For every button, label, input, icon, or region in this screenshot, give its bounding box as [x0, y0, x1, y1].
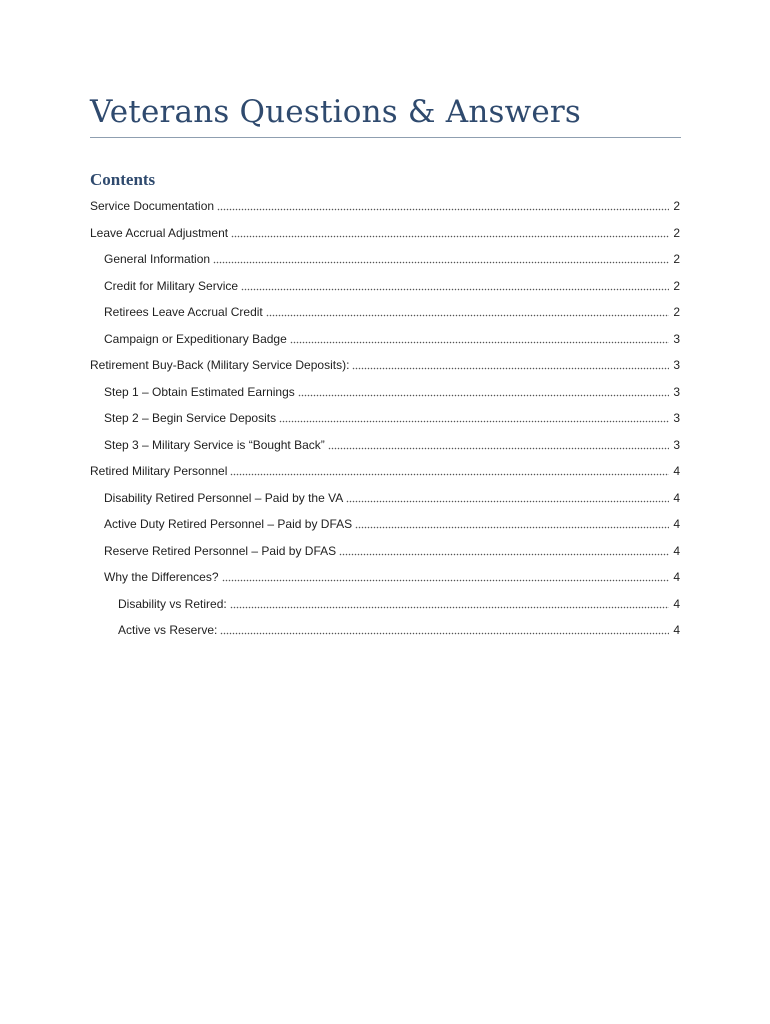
toc-page-number: 4	[673, 490, 680, 505]
toc-dot-leader	[266, 306, 669, 318]
toc-entry-label: Step 2 – Begin Service Deposits	[104, 411, 277, 426]
toc-dot-leader	[217, 200, 669, 212]
toc-dot-leader	[241, 280, 669, 292]
toc-page-number: 3	[673, 331, 680, 346]
toc-entry[interactable]	[90, 193, 680, 220]
toc-entry-label: Retirees Leave Accrual Credit	[104, 305, 263, 320]
toc-entry-label: Retirement Buy-Back (Military Service Deposits):	[90, 358, 350, 373]
toc-dot-leader	[339, 545, 669, 557]
toc-page-number: 3	[673, 384, 680, 399]
toc-entry[interactable]	[90, 617, 680, 644]
toc-page-number: 4	[673, 517, 680, 532]
toc-entry-label: Disability Retired Personnel – Paid by the VA	[104, 490, 344, 505]
toc-entry[interactable]	[90, 458, 680, 485]
toc-entry-label: General Information	[104, 252, 211, 267]
toc-page-number: 3	[673, 358, 680, 373]
toc-entry[interactable]	[90, 379, 680, 406]
toc-entry-label: Reserve Retired Personnel – Paid by DFAS	[104, 543, 337, 558]
toc-page-number: 2	[673, 225, 680, 240]
toc-entry-label: Why the Differences?	[104, 570, 219, 585]
toc-dot-leader	[230, 598, 669, 610]
toc-page-number: 4	[673, 623, 680, 638]
toc-page-number: 4	[673, 543, 680, 558]
toc-entry[interactable]	[90, 273, 680, 300]
toc-entry-label: Retired Military Personnel	[90, 464, 228, 479]
toc-page-number: 4	[673, 596, 680, 611]
toc-entry[interactable]	[90, 326, 680, 353]
toc-entry-label: Active vs Reserve:	[118, 623, 218, 638]
toc-dot-leader	[220, 624, 669, 636]
toc-dot-leader	[328, 439, 669, 451]
toc-entry[interactable]	[90, 511, 680, 538]
toc-entry[interactable]	[90, 352, 680, 379]
toc-page-number: 2	[673, 305, 680, 320]
toc-entry[interactable]	[90, 246, 680, 273]
toc-entry[interactable]	[90, 485, 680, 512]
toc-page-number: 2	[673, 278, 680, 293]
toc-dot-leader	[290, 333, 669, 345]
title-divider	[90, 137, 681, 138]
toc-page-number: 3	[673, 437, 680, 452]
toc-entry[interactable]	[90, 591, 680, 618]
toc-entry[interactable]	[90, 538, 680, 565]
toc-entry-label: Step 3 – Military Service is “Bought Back”	[104, 437, 325, 452]
toc-entry[interactable]	[90, 564, 680, 591]
toc-dot-leader	[213, 253, 669, 265]
table-of-contents	[90, 193, 680, 644]
toc-page-number: 2	[673, 252, 680, 267]
toc-entry-label: Campaign or Expeditionary Badge	[104, 331, 287, 346]
toc-dot-leader	[355, 518, 669, 530]
toc-heading: Contents	[90, 170, 156, 189]
toc-dot-leader	[222, 571, 670, 583]
document-title: Veterans Questions & Answers	[90, 94, 582, 130]
toc-page-number: 4	[673, 570, 680, 585]
toc-entry-label: Disability vs Retired:	[118, 596, 227, 611]
toc-entry[interactable]	[90, 432, 680, 459]
toc-entry[interactable]	[90, 220, 680, 247]
toc-entry[interactable]	[90, 299, 680, 326]
toc-dot-leader	[298, 386, 669, 398]
toc-dot-leader	[352, 359, 669, 371]
toc-dot-leader	[231, 227, 669, 239]
toc-entry-label: Leave Accrual Adjustment	[90, 225, 229, 240]
toc-page-number: 2	[673, 199, 680, 214]
toc-dot-leader	[279, 412, 669, 424]
toc-dot-leader	[346, 492, 669, 504]
toc-page-number: 4	[673, 464, 680, 479]
toc-entry[interactable]	[90, 405, 680, 432]
toc-entry-label: Credit for Military Service	[104, 278, 239, 293]
toc-entry-label: Service Documentation	[90, 199, 215, 214]
toc-dot-leader	[230, 465, 669, 477]
toc-entry-label: Active Duty Retired Personnel – Paid by DFAS	[104, 517, 353, 532]
toc-page-number: 3	[673, 411, 680, 426]
toc-entry-label: Step 1 – Obtain Estimated Earnings	[104, 384, 295, 399]
